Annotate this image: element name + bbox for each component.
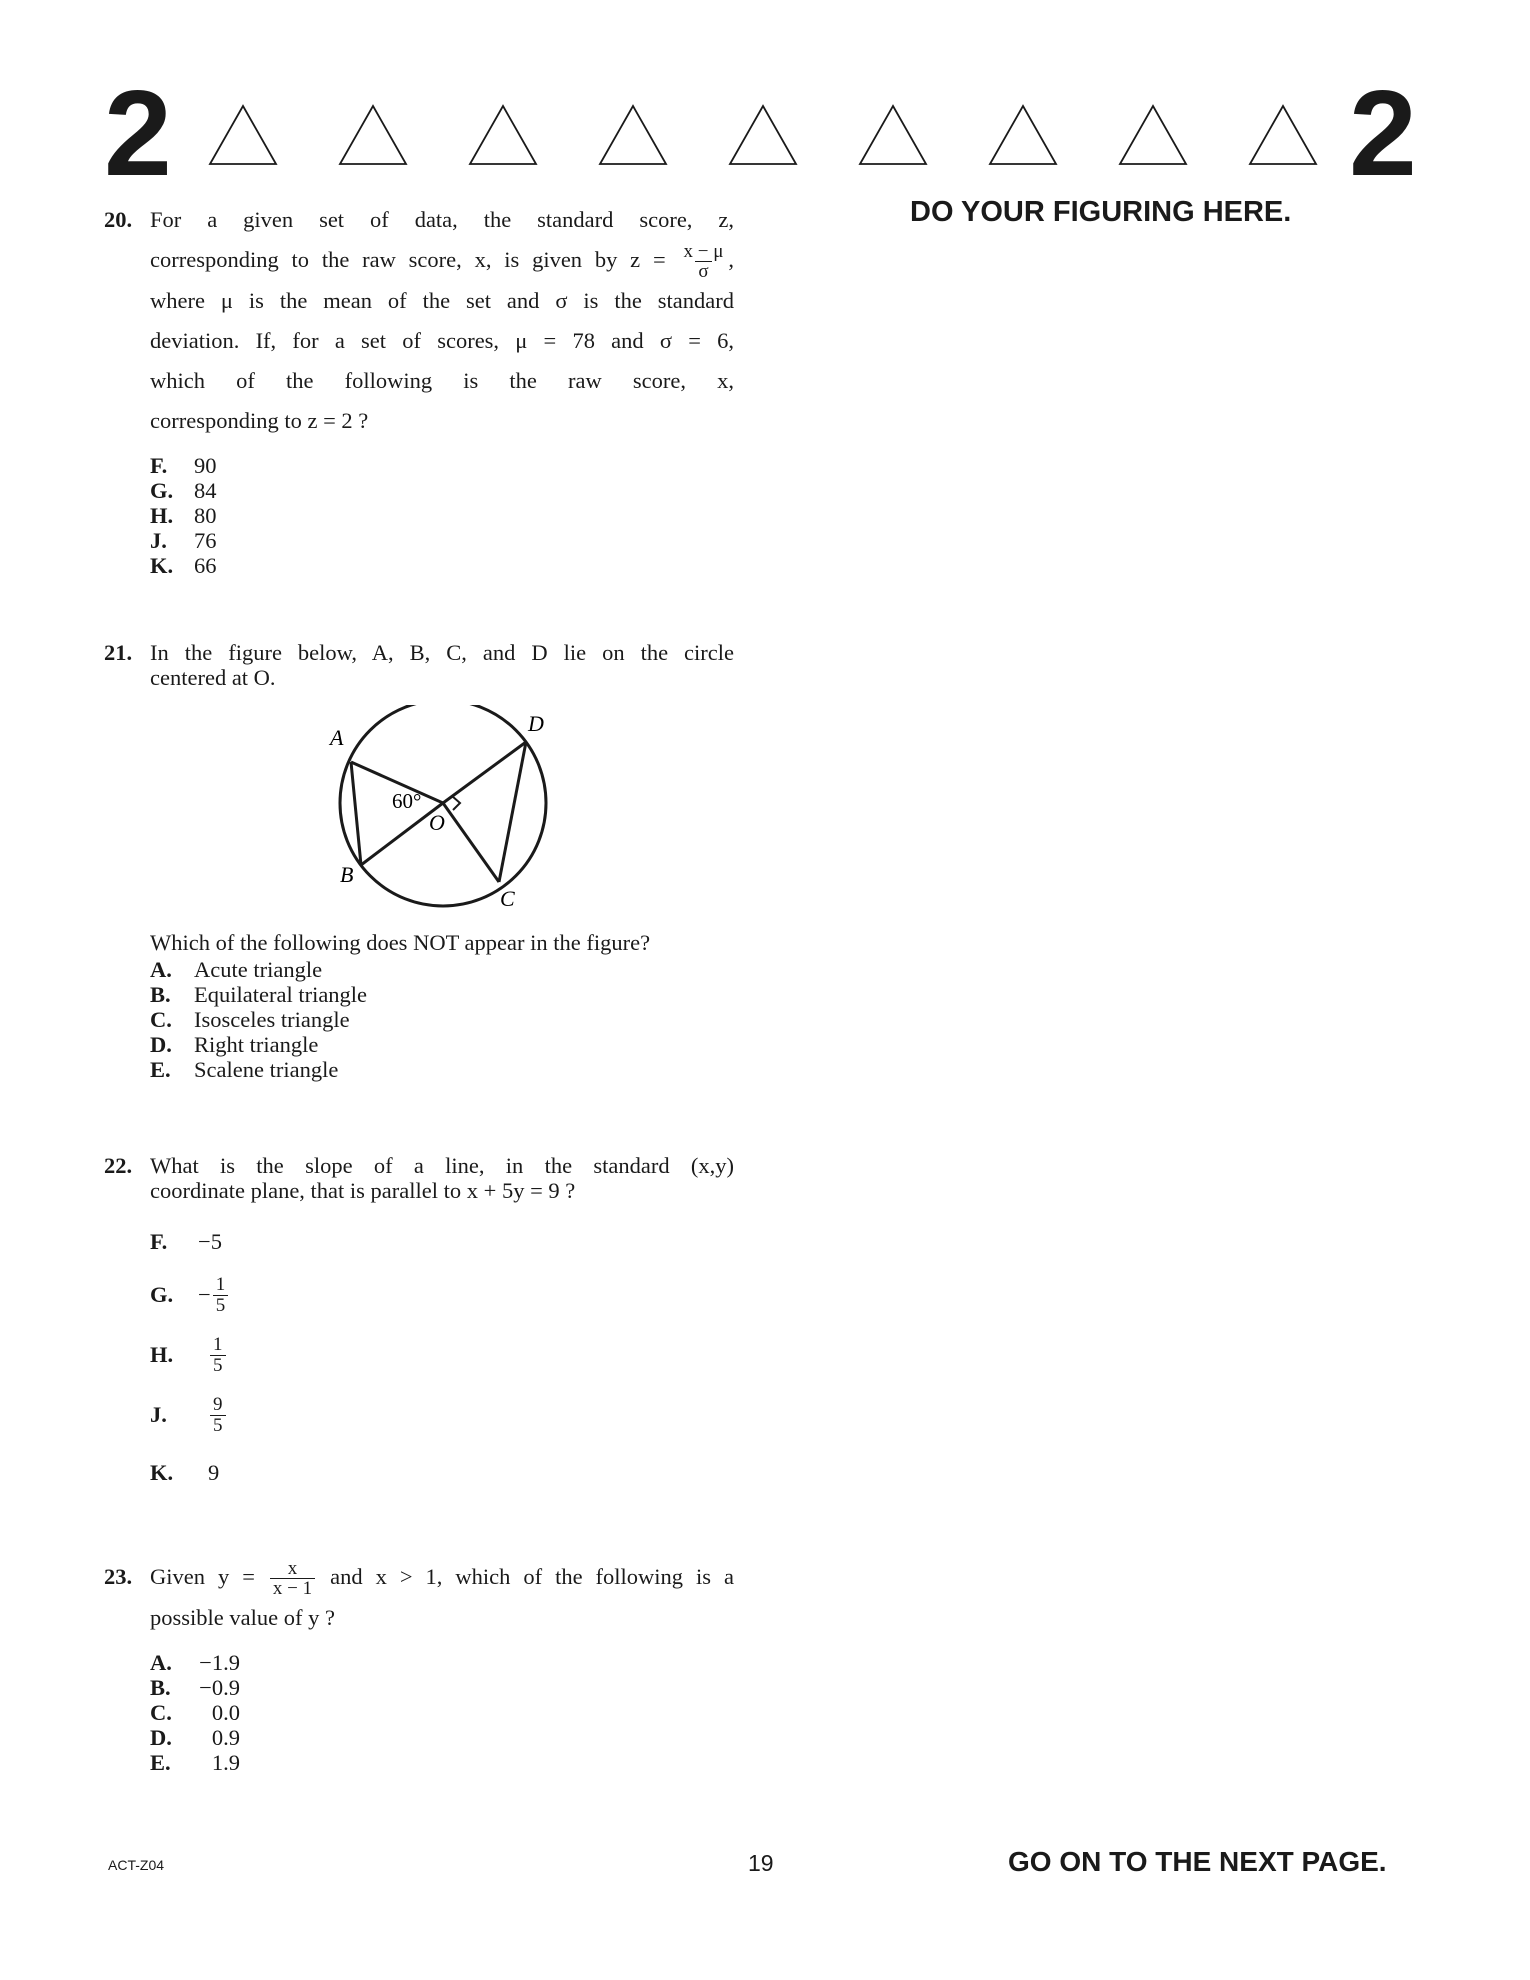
question-text-line: which of the following is the raw score, x, [150,368,734,394]
question-number: 22. [104,1153,133,1178]
question-21-prompt-block [104,930,734,1082]
angle-label: 60° [392,789,422,813]
question-21 [104,640,734,690]
answer-options [150,1219,734,1501]
question-number: 23. [104,1564,133,1589]
question-text-line: corresponding to the raw score, x, is given by z = $\frac{x - \mu}{\sigma}$ , [150,241,735,283]
triangle-icon [988,104,1058,166]
answer-option-e[interactable]: E. 1.9 [150,1750,240,1776]
triangle-icon [468,104,538,166]
answer-option-g[interactable]: G. 84 [150,478,217,504]
triangle-icon [858,104,928,166]
diameter-ad [351,742,526,762]
go-on-instruction: GO ON TO THE NEXT PAGE. [1008,1846,1387,1877]
answer-options [150,1650,734,1775]
answer-option-g[interactable]: G. − $\frac{1}{5}$ [150,1265,734,1325]
question-text-line: centered at O. [150,665,276,690]
segment-od [443,742,526,803]
question-text-line: Given y = $\frac{x}{x - 1}$ and x > 1, which of the following is a [150,1558,735,1600]
label-d: D [528,711,544,736]
question-20 [104,200,734,578]
answer-option-f[interactable]: F. 90 [150,453,217,479]
answer-option-k[interactable]: K. 9 [150,1460,220,1485]
question-text-line: deviation. If, for a set of scores, μ = 78 and σ = 6, [150,328,734,354]
triangle-icon [1118,104,1188,166]
formula-fraction: $\frac{x - \mu}{\sigma}$ [683,241,724,283]
answer-option-b[interactable]: B. −0.9 [150,1675,240,1701]
question-text-line: For a given set of data, the standard score, z, [150,207,734,232]
question-text-line: In the figure below, A, B, C, and D lie on the circle [150,640,734,665]
figuring-label: DO YOUR FIGURING HERE. [910,196,1292,228]
answer-option-b[interactable]: B. Equilateral triangle [150,982,368,1007]
triangle-icon [728,104,798,166]
segment-oc [443,803,499,882]
label-c: C [500,886,515,911]
circle-figure [320,705,570,920]
answer-option-a[interactable]: A. Acute triangle [150,957,323,982]
label-b: B [340,862,354,887]
answer-option-h[interactable]: H. $\frac{1}{5}$ [150,1325,734,1385]
answer-option-a[interactable]: A. −1.9 [150,1650,240,1676]
question-text-line: corresponding to z = 2 ? [150,408,369,434]
answer-option-k[interactable]: K. 66 [150,553,217,579]
question-number: 21. [104,640,133,665]
question-text-line: where μ is the mean of the set and σ is the standard [150,288,734,314]
question-text-line: coordinate plane, that is parallel to x + 5y = 9 ? [150,1178,576,1203]
answer-options [150,957,734,1082]
page-number: 19 [748,1850,774,1876]
section-number-left: 2 [104,65,172,201]
answer-option-h[interactable]: H. 80 [150,503,217,529]
answer-option-j[interactable]: J. $\frac{9}{5}$ [150,1385,734,1445]
answer-option-d[interactable]: D. Right triangle [150,1032,319,1057]
question-number: 20. [104,207,133,232]
triangle-icon [598,104,668,166]
answer-option-c[interactable]: C. Isosceles triangle [150,1007,350,1032]
segment-dc [499,742,526,882]
answer-option-d[interactable]: D. 0.9 [150,1725,240,1751]
answer-option-j[interactable]: J. 76 [150,528,217,554]
triangle-icon [338,104,408,166]
answer-options [150,453,734,578]
right-angle-marker [452,796,460,810]
label-a: A [330,725,344,750]
answer-option-e[interactable]: E. Scalene triangle [150,1057,339,1082]
question-23 [104,1557,734,1775]
label-o: O [429,810,445,835]
section-number-right: 2 [1349,65,1417,201]
question-text-line: possible value of y ? [150,1605,335,1631]
formula-fraction: $\frac{x}{x - 1}$ [270,1559,315,1598]
question-22 [104,1153,734,1501]
answer-option-c[interactable]: C. 0.0 [150,1700,240,1726]
answer-option-f[interactable]: F. −5 [150,1229,222,1254]
test-code: ACT-Z04 [108,1857,165,1873]
question-text-line: What is the slope of a line, in the standard (x,y) [150,1153,734,1178]
question-prompt: Which of the following does NOT appear in the figure? [150,930,651,955]
triangle-icon [208,104,278,166]
triangle-icon [1248,104,1318,166]
